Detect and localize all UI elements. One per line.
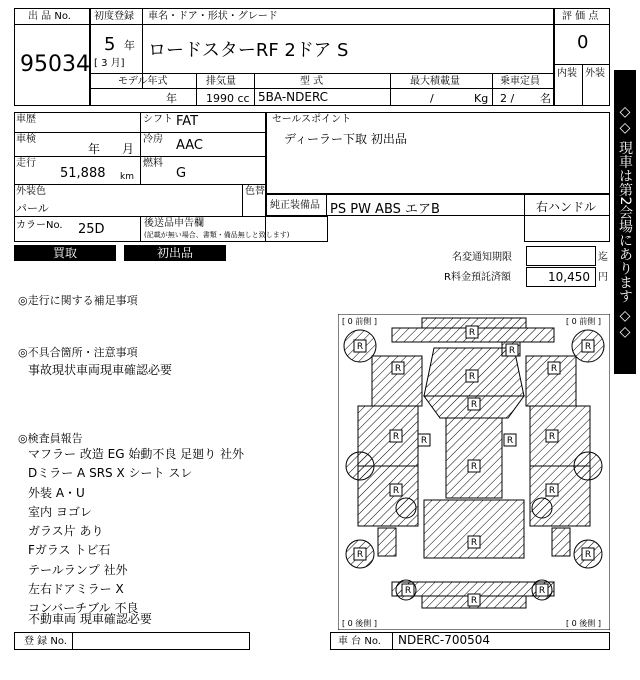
capacity-unit: 名 [540,92,551,105]
first-reg-label: 初度登録 [94,11,134,22]
history-label: 車歴 [16,114,36,125]
inspection-year-unit: 年 [88,142,101,156]
model-year-label: モデル年式 [118,76,168,87]
svg-text:R: R [470,462,478,472]
ext-color-label: 外装色 [16,186,46,197]
type-code: 5BA-NDERC [258,90,329,104]
capacity-value: 2 / [500,92,515,105]
shift-value: FAT [176,114,199,129]
svg-text:R: R [468,372,476,382]
deadline-unit: 迄 [598,252,608,263]
inspector-line: マフラー 改造 EG 始動不良 足廻り 社外 [28,447,244,461]
reg-month: [ 3 月] [94,58,125,69]
defects-text: 事故現状車両現車確認必要 [28,363,173,377]
capacity-label: 乗車定員 [500,76,540,87]
svg-text:R: R [470,400,478,410]
recycle-label: R料金預託済額 [444,272,511,283]
corner-label-rear-right: [ 0 後側 ] [566,619,601,628]
reg-no-label: 登 録 No. [24,636,67,647]
ac-value: AAC [176,138,203,153]
svg-text:R: R [548,486,556,496]
inspection-label: 車検 [16,134,36,145]
ext-color-value: パール [16,202,49,215]
inspector-line: テールランプ 社外 [28,563,128,577]
corner-label-rear-left: [ 0 後側 ] [342,619,377,628]
svg-text:R: R [356,550,364,560]
svg-text:R: R [584,550,592,560]
inspector-line: 室内 ヨゴレ [28,505,92,519]
inspector-line: Fガラス トビ石 [28,543,111,557]
type-label: 型 式 [300,76,324,87]
load-unit: Kg [474,92,489,105]
rating-value: 0 [577,32,589,53]
inspector-line: 不動車両 現車確認必要 [28,612,152,626]
svg-text:R: R [538,586,546,596]
svg-text:R: R [508,346,516,356]
fuel-label: 燃料 [143,158,163,169]
after-note: (記載が無い場合、書類・備品無しと致します) [144,231,290,239]
inspection-month-unit: 月 [122,142,135,156]
svg-text:R: R [468,328,476,338]
inspector-line: コンバーチブル 不良 [28,601,139,615]
sales-text: ディーラー下取 初出品 [284,132,407,146]
chassis-value: NDERC-700504 [398,633,491,647]
deadline-label: 名変通知期限 [452,252,512,263]
lot-number: 95034 [20,52,90,77]
svg-text:R: R [470,596,478,606]
color-no-label: カラーNo. [16,220,63,231]
corner-label-front-right: [ 0 前側 ] [566,317,601,326]
mileage-unit: km [120,172,134,182]
recycle-value: 10,450 [548,270,590,284]
svg-text:R: R [550,364,558,374]
svg-text:R: R [420,436,428,446]
vehicle-name: ロードスターRF 2ドア S [148,40,349,61]
defects-title: ◎不具合箇所・注意事項 [18,346,138,359]
ac-label: 冷房 [143,134,163,145]
fuel-value: G [176,166,187,181]
sales-label: セールスポイント [272,114,352,125]
displacement-value: 1990 cc [206,92,250,105]
svg-text:R: R [404,586,412,596]
displacement-label: 排気量 [206,76,236,87]
buy-bar: 買取 [14,245,116,261]
after-label: 後送品申告欄 [144,218,204,229]
recycle-unit: 円 [598,272,608,283]
lot-label: 出 品 No. [28,11,71,22]
svg-text:R: R [392,486,400,496]
deadline-box [526,246,596,266]
handle-value: 右ハンドル [536,200,597,214]
inspector-title: ◎検査員報告 [18,432,83,445]
chassis-label: 車 台 No. [338,636,381,647]
svg-text:R: R [356,342,364,352]
driving-title: ◎走行に関する補足事項 [18,294,138,307]
model-year-unit: 年 [166,92,177,105]
svg-text:R: R [470,538,478,548]
inspector-line: 外装 A・U [28,486,85,500]
svg-text:R: R [548,432,556,442]
rating-label: 評 価 点 [562,11,599,22]
reg-year-unit: 年 [124,39,135,52]
mileage-label: 走行 [16,158,36,169]
interior-label: 内装 [557,68,577,79]
svg-text:R: R [506,436,514,446]
inspector-line: ガラス片 あり [28,524,104,538]
svg-text:R: R [394,364,402,374]
corner-label-front-left: [ 0 前側 ] [342,317,377,326]
inspector-line: 左右ドアミラー X [28,582,124,596]
color-no-value: 25D [78,222,105,237]
location-banner: ◇◇ 現車は第2会場にあります ◇◇ [614,70,636,374]
car-damage-diagram [338,314,610,630]
load-slash: / [430,92,434,105]
inspector-line: Dミラー A SRS X シート スレ [28,466,193,480]
shift-label: シフト [143,114,173,125]
exterior-label: 外装 [585,68,605,79]
name-label: 車名・ドア・形状・グレード [148,11,278,22]
reg-year: 5 [104,34,116,55]
first-listing-bar: 初出品 [124,245,226,261]
color-change-label: 色替 [245,186,265,197]
equipment-items: PS PW ABS エアB [330,202,440,217]
equipment-label: 純正装備品 [270,200,320,211]
mileage-value: 51,888 [60,166,106,181]
svg-text:R: R [584,342,592,352]
max-load-label: 最大積載量 [410,76,460,87]
svg-text:R: R [392,432,400,442]
